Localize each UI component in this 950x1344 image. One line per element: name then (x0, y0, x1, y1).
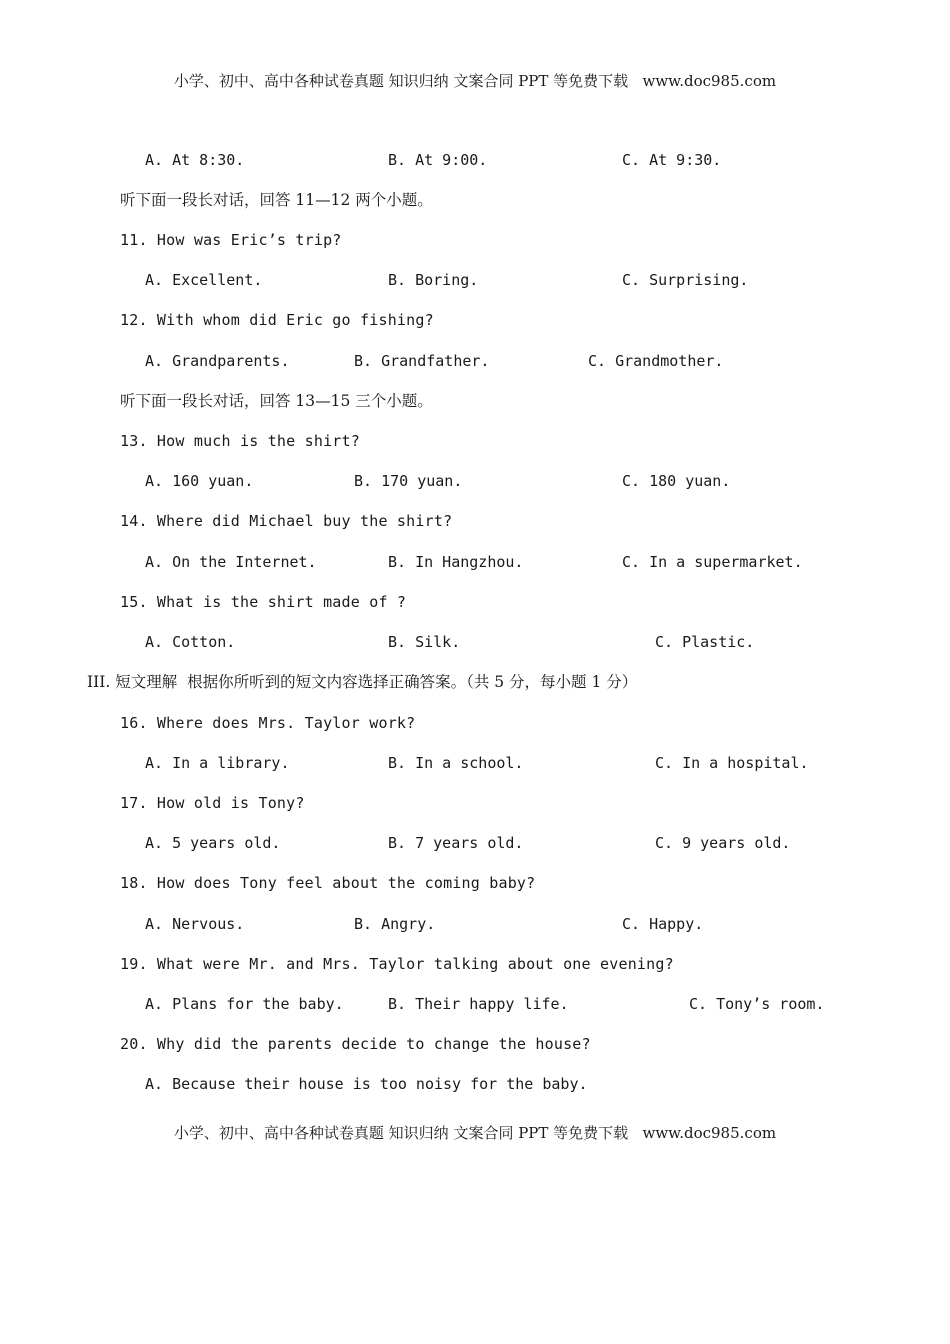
q17-question: 17. How old is Tony? (120, 794, 305, 812)
q13-question: 13. How much is the shirt? (120, 432, 360, 450)
q17-option-c: C. 9 years old. (655, 834, 791, 852)
page-footer: 小学、初中、高中各种试卷真题 知识归纳 文案合同 PPT 等免费下载 www.doc985.com (173, 1124, 777, 1142)
q13-option-b: B. 170 yuan. (354, 472, 463, 490)
q18-question: 18. How does Tony feel about the coming baby? (120, 874, 536, 892)
q18-option-a: A. Nervous. (145, 915, 245, 933)
q17-option-b: B. 7 years old. (388, 834, 524, 852)
q12-option-b: B. Grandfather. (354, 352, 490, 370)
q10-option-a: A. At 8:30. (145, 151, 245, 169)
q15-option-a: A. Cotton. (145, 633, 236, 651)
q16-question: 16. Where does Mrs. Taylor work? (120, 714, 416, 732)
q14-option-b: B. In Hangzhou. (388, 553, 524, 571)
section-3-heading: III. 短文理解 根据你所听到的短文内容选择正确答案。（共 5 分，每小题 1 分） (87, 673, 638, 691)
q16-option-c: C. In a hospital. (655, 754, 809, 772)
q11-option-a: A. Excellent. (145, 271, 263, 289)
q14-option-a: A. On the Internet. (145, 553, 317, 571)
instruction-11-12: 听下面一段长对话，回答 11—12 两个小题。 (120, 191, 433, 209)
q15-question: 15. What is the shirt made of ? (120, 593, 407, 611)
q10-option-c: C. At 9:30. (622, 151, 722, 169)
q16-option-b: B. In a school. (388, 754, 524, 772)
q15-option-c: C. Plastic. (655, 633, 755, 651)
q18-option-c: C. Happy. (622, 915, 704, 933)
q16-option-a: A. In a library. (145, 754, 290, 772)
q11-option-c: C. Surprising. (622, 271, 749, 289)
q15-option-b: B. Silk. (388, 633, 461, 651)
q14-question: 14. Where did Michael buy the shirt? (120, 512, 453, 530)
q14-option-c: C. In a supermarket. (622, 553, 803, 571)
q20-option-a: A. Because their house is too noisy for the baby. (145, 1075, 588, 1093)
q12-question: 12. With whom did Eric go fishing? (120, 311, 434, 329)
q10-option-b: B. At 9:00. (388, 151, 488, 169)
q13-option-c: C. 180 yuan. (622, 472, 731, 490)
q12-option-a: A. Grandparents. (145, 352, 290, 370)
page-header: 小学、初中、高中各种试卷真题 知识归纳 文案合同 PPT 等免费下载 www.doc985.com (173, 72, 777, 90)
q20-question: 20. Why did the parents decide to change the house? (120, 1035, 591, 1053)
instruction-13-15: 听下面一段长对话，回答 13—15 三个小题。 (120, 392, 433, 410)
q18-option-b: B. Angry. (354, 915, 436, 933)
q13-option-a: A. 160 yuan. (145, 472, 254, 490)
q17-option-a: A. 5 years old. (145, 834, 281, 852)
q11-question: 11. How was Eric’s trip? (120, 231, 342, 249)
q11-option-b: B. Boring. (388, 271, 479, 289)
q12-option-c: C. Grandmother. (588, 352, 724, 370)
q19-option-c: C. Tony’s room. (689, 995, 825, 1013)
q19-question: 19. What were Mr. and Mrs. Taylor talking about one evening? (120, 955, 674, 973)
q19-option-a: A. Plans for the baby. (145, 995, 344, 1013)
q19-option-b: B. Their happy life. (388, 995, 569, 1013)
